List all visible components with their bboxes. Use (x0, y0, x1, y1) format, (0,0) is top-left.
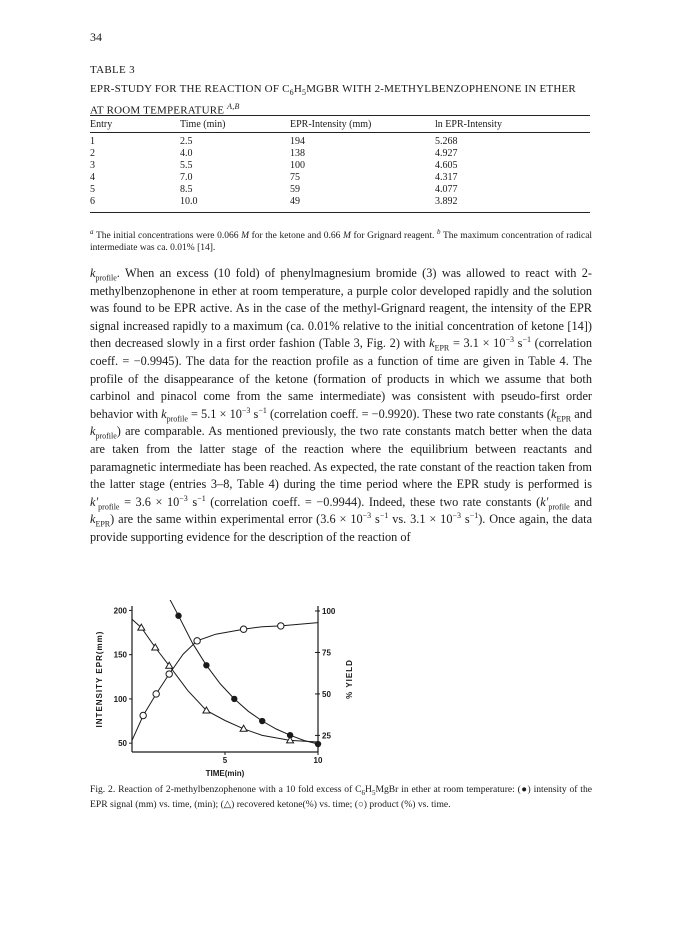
data-point-product (240, 626, 246, 632)
table-cell: 4.927 (435, 148, 458, 159)
epr-data-table (90, 115, 590, 213)
data-point-epr (231, 696, 237, 702)
table-cell: 7.0 (180, 172, 193, 183)
y2-tick-label: 75 (322, 648, 331, 658)
column-header: EPR-Intensity (mm) (290, 116, 435, 133)
y-tick-label: 150 (113, 650, 127, 660)
table-row (90, 172, 590, 184)
figure-2 (90, 600, 390, 800)
table-cell: 5.268 (435, 136, 458, 147)
table-cell: 4.077 (435, 184, 458, 195)
y2-tick-label: 50 (322, 689, 331, 699)
data-point-product (166, 671, 172, 677)
table-cell: 5.5 (180, 160, 193, 171)
table-cell: 4.317 (435, 172, 458, 183)
data-point-product (140, 712, 146, 718)
table-cell: 3.892 (435, 196, 590, 213)
data-point-product (153, 691, 159, 697)
chart-svg (90, 600, 390, 790)
y-tick-label: 200 (113, 606, 127, 616)
table-cell: 100 (290, 160, 305, 171)
table-cell: 10.0 (180, 196, 290, 213)
table-header-row (90, 116, 590, 133)
data-point-epr (175, 613, 181, 619)
y-axis-label: INTENSITY EPR(mm) (95, 630, 104, 728)
y2-tick-label: 25 (322, 731, 331, 741)
data-point-ketone (152, 644, 159, 650)
table-row (90, 160, 590, 172)
table-cell: 4.0 (180, 148, 193, 159)
table-cell: 4 (90, 172, 95, 183)
table-caption: EPR-STUDY FOR THE REACTION OF $C_6H_5MGBR$ WITH 2-METHYLBENZOPHENONE IN ETHER AT ROOM TEMPERATURE $^{A,B}$ (90, 83, 576, 117)
x-tick-label: 10 (313, 756, 323, 765)
y-tick-label: 50 (118, 739, 127, 749)
table-label: TABLE 3 (90, 64, 135, 76)
table-footnote: $^a$ The initial concentrations were 0.066 M for the ketone and 0.66 M for Grignard reagent. $^b$ The maximum concentration of radical intermediate was ca. 0.01% [14]. (90, 228, 593, 254)
y-tick-label: 100 (113, 694, 127, 704)
table-cell: 194 (290, 136, 305, 147)
figure-caption: Fig. 2. Reaction of 2-methylbenzophenone with a 10 fold excess of $C_6H_5MgBr$ in ether at room temperature: (●) intensity of the EPR signal (mm) vs. time, (min); (△) recovered ketone(%) vs. time; (○) product (%) vs. time. (90, 784, 592, 811)
table-cell: 5 (90, 184, 95, 195)
table-cell: 2 (90, 148, 95, 159)
table-cell: 49 (290, 196, 435, 213)
body-paragraph: $k_{profile}$. When an excess (10 fold) of phenylmagnesium bromide (3) was allowed to react with 2-methylbenzophenone in ether at room temperature, a purple color developed rapidly and the solution was found to be EPR active. As in the case of the methyl-Grignard reagent, the intensity of the EPR signal increased rapidly to a maximum (ca. 0.01% relative to the initial concentration of ketone [14]) then decreased slowly in a first order fashion (Table 3, Fig. 2) with $k_{EPR} = 3.1 \times 10^{-3}$ $s^{-1}$ (correlation coeff. = −0.9945). The data for the reaction profile as a function of time are given in Table 4. The profile of the disappearance of the ketone (formation of products in which we assume that both carbinol and pinacol come from the same intermediate) was consistent with pseudo-first order behavior with $k_{profile} = 5.1 \times 10^{-3}$ $s^{-1}$ (correlation coeff. = −0.9920). These two rate constants ($k_{EPR}$ and $k_{profile}$) are comparable. As mentioned previously, the two rate constants match better when the data are taken from the latter stage of the reaction where the equilibrium between reactants and paramagnetic intermediate has been reached. As expected, the rate constant of the reaction taken from the latter stage (entries 3–8, Table 4) during the time period where the EPR study is performed is $k'_{profile} = 3.6 \times 10^{-3}$ $s^{-1}$ (correlation coeff. = −0.9944). Indeed, these two rate constants ($k'_{profile}$ and $k_{EPR}$) are the same within experimental error ($3.6 \times 10^{-3}$ $s^{-1}$ vs. $3.1 \times 10^{-3}$ $s^{-1}$). Once again, the data provide supporting evidence for the description of the reaction of (90, 266, 593, 544)
series-fit-line-open-triangle (132, 619, 318, 742)
data-point-epr (203, 662, 209, 668)
series-fit-line-filled-circle (167, 600, 318, 744)
table-cell: 75 (290, 172, 300, 183)
y2-tick-label: 100 (322, 606, 336, 616)
column-header: ln EPR-Intensity (435, 116, 590, 133)
table-row (90, 184, 590, 196)
table-cell: 8.5 (180, 184, 193, 195)
x-tick-label: 5 (222, 756, 228, 765)
column-header: Entry (90, 116, 180, 133)
series-fit-line-open-circle (132, 623, 318, 741)
table-cell: 6 (90, 196, 180, 213)
table-cell: 59 (290, 184, 300, 195)
table-cell: 138 (290, 148, 305, 159)
table-cell: 4.605 (435, 160, 458, 171)
page-number: 34 (90, 30, 102, 44)
table-cell: 3 (90, 160, 95, 171)
table-cell: 2.5 (180, 136, 193, 147)
table-row (90, 196, 590, 213)
data-point-product (278, 623, 284, 629)
table-row (90, 148, 590, 160)
table-cell: 1 (90, 136, 95, 147)
column-header: Time (min) (180, 116, 290, 133)
data-point-ketone (240, 725, 247, 731)
data-point-product (194, 638, 200, 644)
x-axis-label: TIME(min) (205, 769, 245, 778)
table-row (90, 133, 590, 149)
y2-axis-label: % YIELD (345, 659, 354, 699)
data-point-epr (259, 718, 265, 724)
